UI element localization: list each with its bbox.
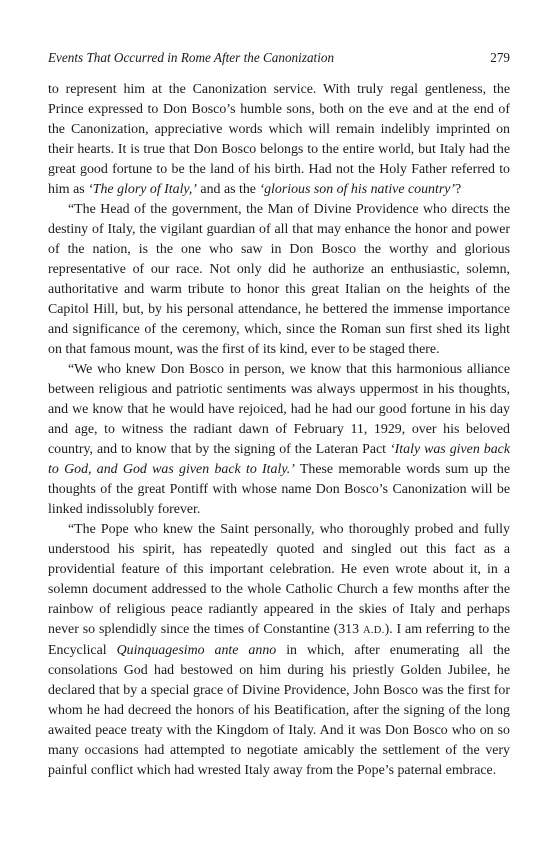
- paragraph-1: [48, 80, 510, 200]
- text-run: to represent him at the Canonization service. With truly regal gentleness, the Prince expressed to Don Bosco’s humble sons, both on the eve and at the end of the Canonization, appreciative words which will remain indelibly imprinted on their hearts. It is true that Don Bosco belongs to the entire world, but Italy had the great good fortune to be the land of his birth. Had not the Holy Father referred to him as: [48, 82, 510, 197]
- running-title: Events That Occurred in Rome After the Canonization: [48, 50, 335, 65]
- paragraph-3: [48, 360, 510, 520]
- running-head: [48, 50, 510, 66]
- text-run: “The Pope who knew the Saint personally, who thoroughly probed and fully understood his spirit, has repeatedly quoted and singled out this fact as a providential feature of this important celebration. He even wrote about it, in a solemn document addressed to the whole Catholic Church a few months after the rainbow of religious peace radiantly appeared in the skies of Italy and perhaps never so splendidly since the times of Constantine (313: [48, 522, 510, 637]
- small-caps-run: A.D.: [362, 625, 385, 636]
- quote-italic: ‘Italy was given back to God, and God was given back to Italy.’: [48, 442, 510, 477]
- page-number: 279: [490, 50, 510, 65]
- text-run: ). I am referring to the Encyclical: [48, 622, 511, 658]
- quote-italic: ‘The glory of Italy,’: [88, 182, 197, 197]
- text-run: ?: [455, 182, 462, 197]
- text-run: and as the: [196, 182, 260, 197]
- text-run: “The Head of the government, the Man of Divine Providence who directs the destiny of Italy, the vigilant guardian of all that may enhance the honor and power of the nation, is the one who saw in Don Bosco the worthy and glorious representative of our race. Not only did he authorize an enthusiastic, solemn, authoritative and warm tribute to honor this great Italian on the heights of the Capitol Hill, but, by his personal attendance, he bettered the immense importance and significance of the ceremony, which, since the Roman sun first shed its light on that famous mount, was the first of its kind, ever to be staged there.: [48, 202, 510, 357]
- paragraph-4: [48, 520, 510, 781]
- encyclical-title: Quinquagesimo ante anno: [116, 643, 277, 658]
- paragraph-2: [48, 200, 510, 360]
- body-text: [48, 80, 510, 781]
- text-run: These memorable words sum up the thoughts of the great Pontiff with whose name Don Bosco’s Canonization will be linked indissolubly forever.: [48, 462, 511, 517]
- quote-italic: ‘glorious son of his native country’: [259, 182, 456, 197]
- text-run: in which, after enumerating all the consolations God had bestowed on him during his priestly Golden Jubilee, he declared that by a special grace of Divine Providence, John Bosco was the first for whom he had decreed the honors of his Beatification, after the signing of the long awaited peace treaty with the Kingdom of Italy. And it was Don Bosco who on so many occasions had attempted to negotiate amicably the settlement of the very painful conflict which had wrested Italy away from the Pope’s paternal embrace.: [48, 643, 510, 778]
- book-page: [48, 50, 510, 781]
- text-run: “We who knew Don Bosco in person, we know that this harmonious alliance between religious and patriotic sentiments was always uppermost in his thoughts, and we know that he would have rejoiced, had he had our good fortune in his day and age, to witness the radiant dawn of February 11, 1929, over his beloved country, and to know that by the signing of the Lateran Pact: [48, 362, 510, 457]
